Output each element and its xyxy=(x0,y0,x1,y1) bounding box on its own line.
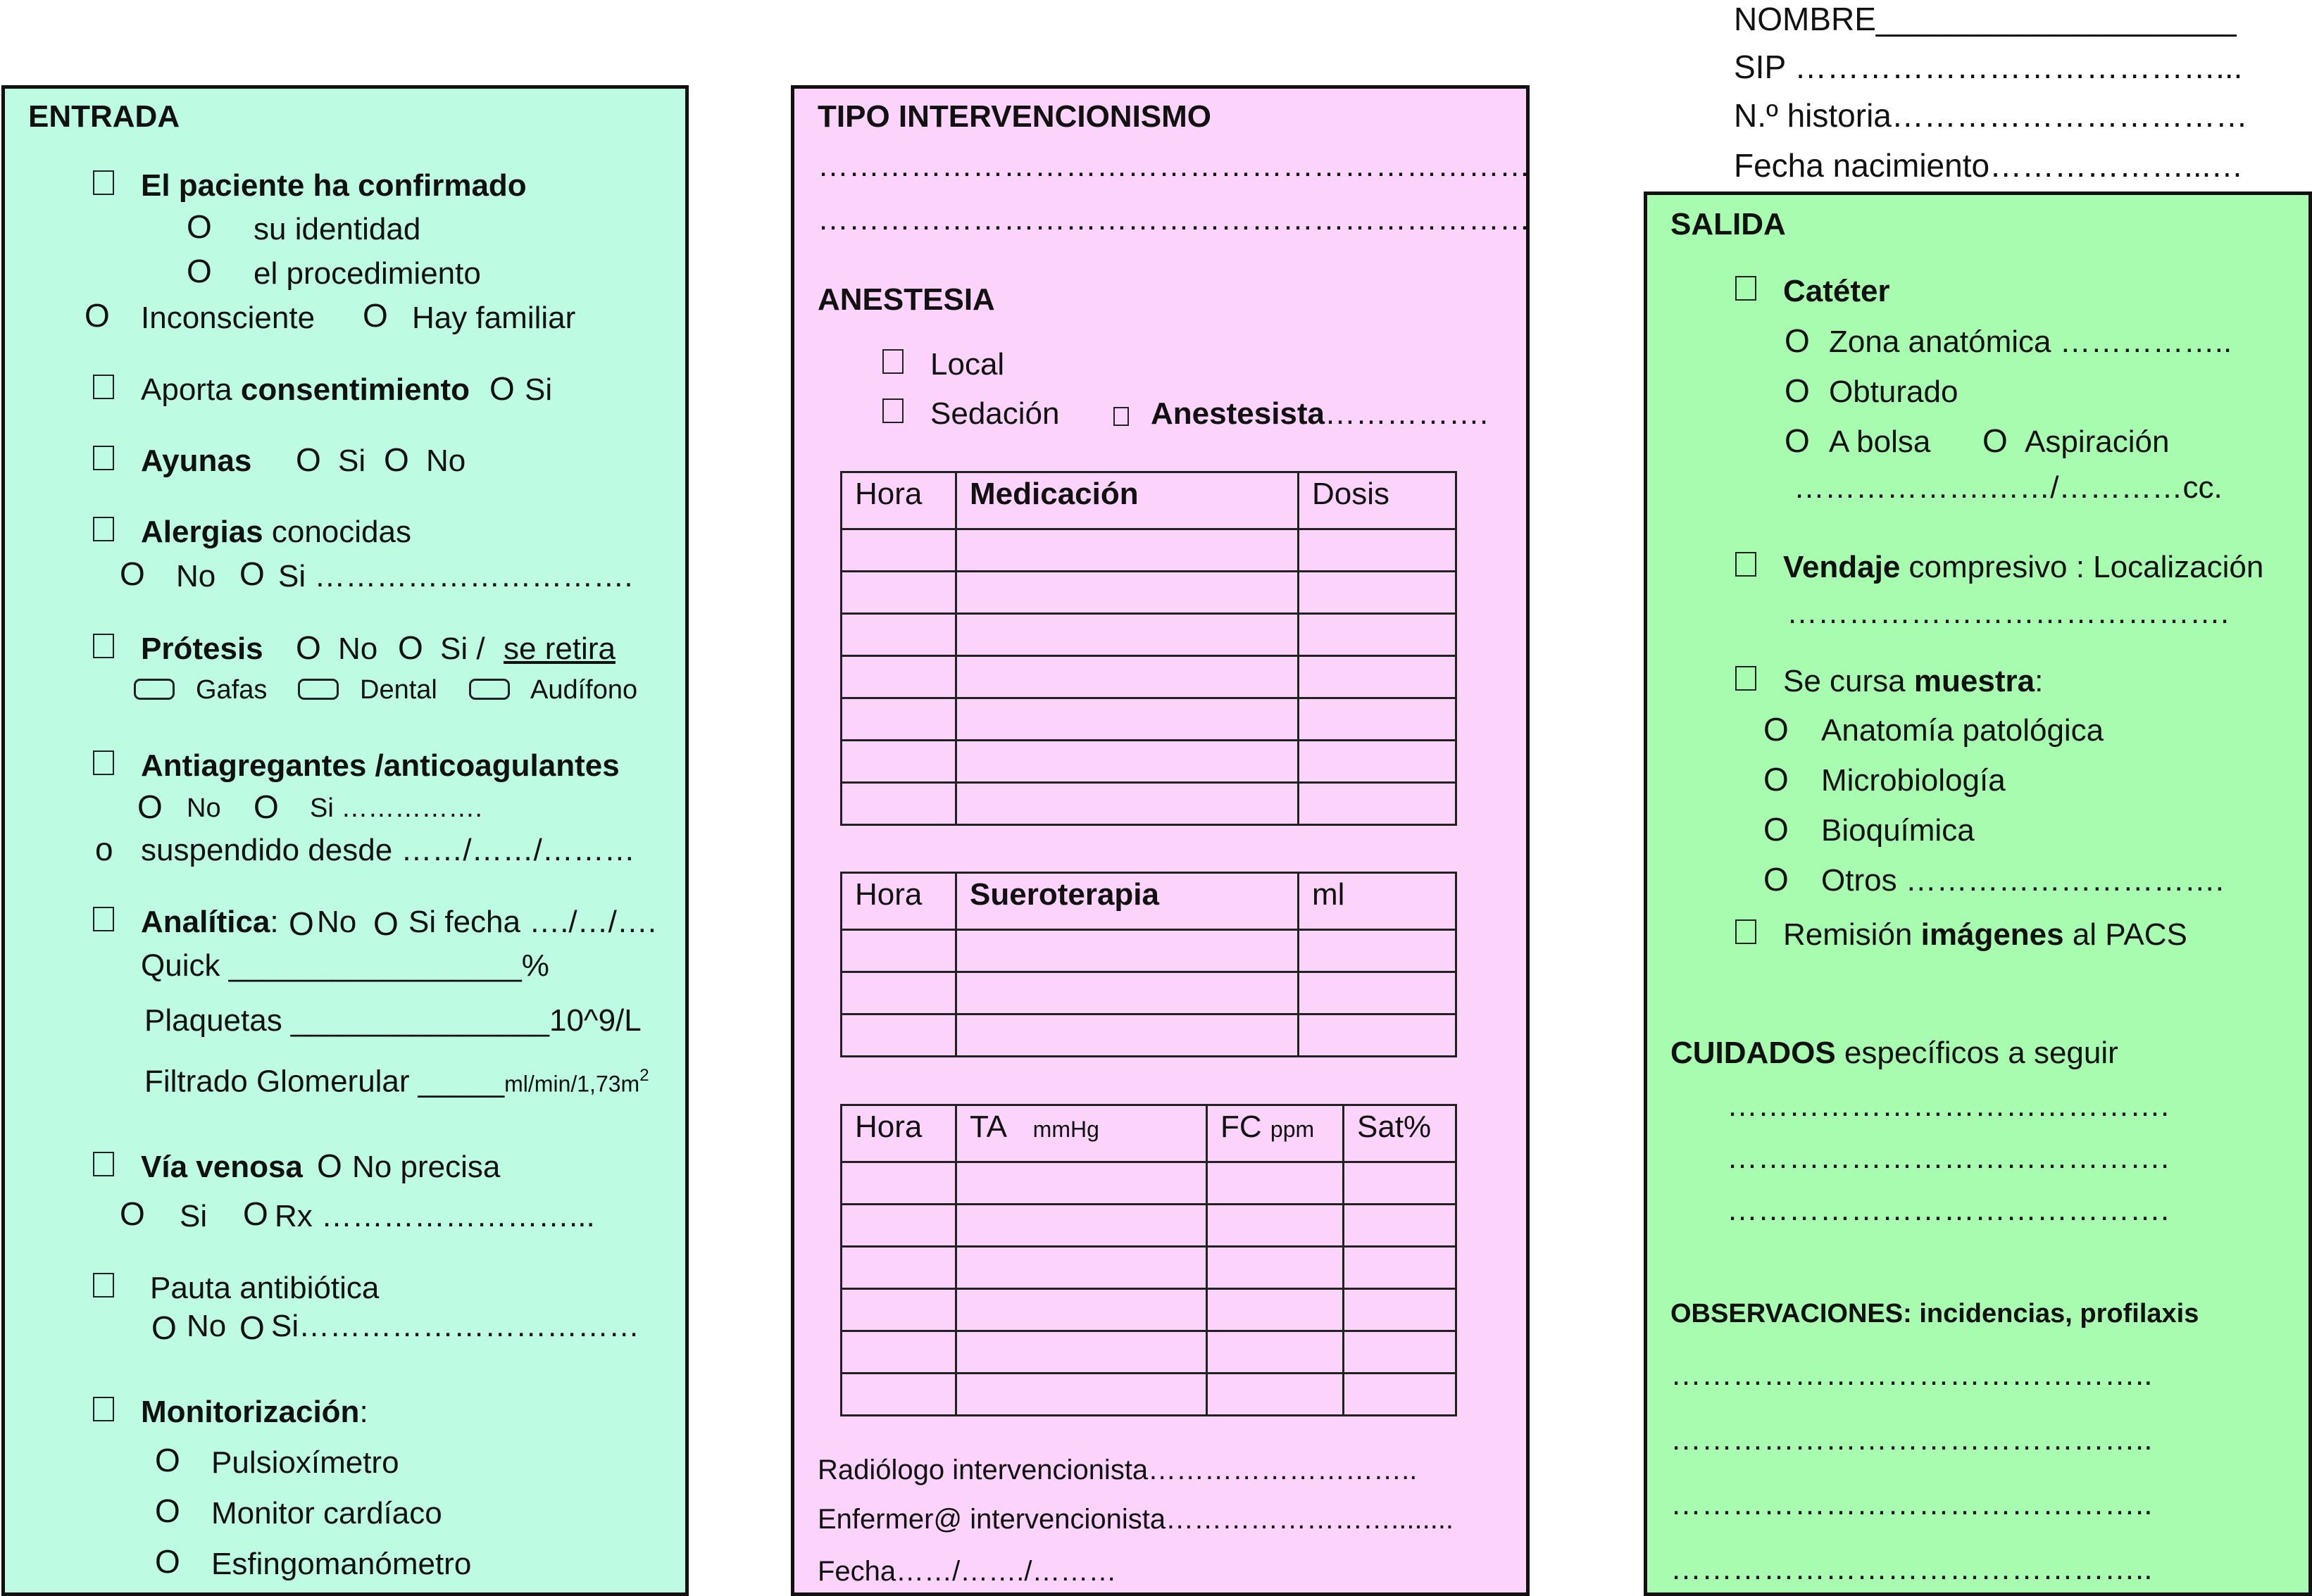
nombre-field[interactable]: NOMBRE____________________ xyxy=(1734,1,2237,37)
vitals-col-fc xyxy=(1207,1105,1344,1162)
via-checkbox[interactable] xyxy=(93,1152,114,1176)
analitica-label xyxy=(141,904,279,941)
pulsioximetro-label: Pulsioxímetro xyxy=(211,1445,399,1480)
med-col-medicacion: Medicación xyxy=(956,472,1299,529)
otros-label: Otros …………………………. xyxy=(1821,863,2225,898)
confirm-checkbox[interactable] xyxy=(93,170,114,195)
vendaje-label xyxy=(1783,549,2263,586)
via-no-radio[interactable]: O xyxy=(317,1148,342,1184)
cateter-checkbox[interactable] xyxy=(1735,276,1756,301)
analitica-bold: Analítica xyxy=(141,905,270,939)
cursa-text: Se cursa xyxy=(1783,664,1914,698)
historia-field[interactable]: N.º historia…………………………… xyxy=(1734,97,2248,134)
ta-unit: mmHg xyxy=(1032,1117,1099,1142)
familiar-label: Hay familiar xyxy=(412,301,576,335)
ayunas-checkbox[interactable] xyxy=(93,446,114,470)
micro-radio[interactable]: O xyxy=(1763,761,1789,798)
table-row[interactable] xyxy=(842,1162,1456,1205)
obturado-radio[interactable]: O xyxy=(1785,372,1810,409)
anti-no-label: No xyxy=(187,793,221,823)
sueroterapia-table xyxy=(840,872,1457,1057)
tipo-title: TIPO INTERVENCIONISMO xyxy=(818,99,1212,134)
table-row[interactable] xyxy=(842,698,1456,741)
protesis-no-label: No xyxy=(338,632,378,666)
consentimiento-checkbox[interactable] xyxy=(93,375,114,399)
via-rx-label: Rx ……………………... xyxy=(275,1199,595,1233)
vitals-col-sat: Sat% xyxy=(1344,1105,1456,1162)
table-row[interactable] xyxy=(842,741,1456,783)
vitals-col-ta xyxy=(956,1105,1207,1162)
dental-label: Dental xyxy=(360,675,437,705)
identidad-radio[interactable]: O xyxy=(187,208,212,245)
table-row[interactable] xyxy=(842,1247,1456,1289)
fc-unit: ppm xyxy=(1270,1117,1315,1142)
muestra-checkbox[interactable] xyxy=(1735,666,1756,691)
pacs-text: al PACS xyxy=(2063,917,2187,952)
sedacion-label: Sedación xyxy=(930,396,1060,431)
analitica-no-label: No xyxy=(317,905,357,939)
monitorizacion-bold: Monitorización xyxy=(141,1395,360,1429)
vitals-col-hora: Hora xyxy=(842,1105,956,1162)
micro-label: Microbiología xyxy=(1821,763,2006,798)
analitica-si-radio[interactable]: O xyxy=(373,905,399,942)
observaciones-label: OBSERVACIONES: incidencias, profilaxis xyxy=(1670,1299,2199,1328)
ayunas-si-label: Si xyxy=(338,444,366,478)
monitorizacion-label xyxy=(141,1394,368,1431)
observaciones-dots-2[interactable]: ……………………………………….. xyxy=(1670,1422,2153,1457)
nacimiento-field[interactable]: Fecha nacimiento………………...… xyxy=(1734,147,2244,184)
pauta-si-label: Si…………………………… xyxy=(271,1309,640,1343)
protesis-si-label: Si / xyxy=(440,632,485,666)
compresivo-text: compresivo : Localización xyxy=(1900,550,2264,584)
vitals-header-row xyxy=(842,1105,1456,1162)
anti-si-radio[interactable]: O xyxy=(254,788,279,825)
tipo-panel xyxy=(791,85,1530,1596)
consent-si-label: Si xyxy=(525,372,553,407)
alergias-no-radio[interactable]: O xyxy=(120,555,145,592)
esfingo-label: Esfingomanómetro xyxy=(211,1547,472,1581)
protesis-si-radio[interactable]: O xyxy=(398,629,423,666)
consentimiento-bold: consentimiento xyxy=(240,372,470,407)
table-row[interactable] xyxy=(842,656,1456,698)
table-row[interactable] xyxy=(842,1014,1456,1057)
cateter-label: Catéter xyxy=(1783,274,1890,308)
vendaje-dots[interactable]: ……………………………………. xyxy=(1787,596,2230,630)
medicacion-header-row xyxy=(842,472,1456,529)
muestra-bold: muestra xyxy=(1913,664,2035,698)
observaciones-dots-1[interactable]: ……………………………………….. xyxy=(1670,1357,2153,1392)
alergias-si-radio[interactable]: O xyxy=(239,555,265,592)
confirm-label: El paciente ha confirmado xyxy=(141,168,527,203)
suspendido-label: suspendido desde ……/……/……… xyxy=(141,833,635,867)
identidad-label: su identidad xyxy=(254,212,421,246)
table-row[interactable] xyxy=(842,572,1456,614)
aspiracion-label: Aspiración xyxy=(2025,425,2170,459)
aporta-text: Aporta xyxy=(141,372,241,407)
pauta-no-radio[interactable]: O xyxy=(151,1309,177,1346)
inconsciente-label: Inconsciente xyxy=(141,301,315,335)
pulsioximetro-radio[interactable]: O xyxy=(155,1442,180,1478)
pauta-si-radio[interactable]: O xyxy=(239,1309,265,1346)
observaciones-dots-3[interactable]: ……………………………………….. xyxy=(1670,1487,2153,1521)
protesis-no-radio[interactable]: O xyxy=(296,629,321,666)
cuidados-label xyxy=(1670,1035,2118,1072)
remision-text: Remisión xyxy=(1783,917,1921,952)
audifono-label: Audífono xyxy=(530,675,638,705)
cuidados-dots-2[interactable]: ……………………………………. xyxy=(1727,1141,2170,1175)
imagenes-bold: imágenes xyxy=(1920,917,2064,952)
alergias-bold: Alergias xyxy=(141,515,263,549)
ayunas-no-radio[interactable]: O xyxy=(384,441,409,478)
ayunas-label: Ayunas xyxy=(141,444,252,478)
remision-checkbox[interactable] xyxy=(1735,919,1756,944)
consent-si-radio[interactable]: O xyxy=(489,370,515,407)
suspendido-radio[interactable]: o xyxy=(95,831,113,867)
protesis-checkbox[interactable] xyxy=(93,634,114,658)
ayunas-si-radio[interactable]: O xyxy=(296,441,321,478)
table-row[interactable] xyxy=(842,1205,1456,1247)
gafas-label: Gafas xyxy=(196,675,268,705)
fecha-field[interactable]: Fecha……/……./……… xyxy=(818,1556,1117,1587)
dental-checkbox[interactable] xyxy=(298,679,339,700)
ayunas-no-label: No xyxy=(426,444,466,478)
cuidados-dots-1[interactable]: ……………………………………. xyxy=(1727,1088,2170,1123)
fc-label: FC xyxy=(1220,1110,1262,1144)
table-row[interactable] xyxy=(842,930,1456,972)
cuidados-bold: CUIDADOS xyxy=(1670,1036,1836,1070)
aspiracion-radio[interactable]: O xyxy=(1982,422,2008,459)
table-row[interactable] xyxy=(842,972,1456,1014)
filtrado-unit: ml/min/1,73m xyxy=(504,1071,640,1097)
analitica-no-radio[interactable]: O xyxy=(289,905,314,942)
radiologo-field[interactable]: Radiólogo intervencionista……………………….. xyxy=(818,1454,1418,1485)
alergias-label xyxy=(141,514,411,551)
suero-header-row xyxy=(842,873,1456,930)
monit-colon: : xyxy=(359,1395,368,1429)
zona-label: Zona anatómica …………….. xyxy=(1829,325,2232,359)
se-retira-label: se retira xyxy=(504,632,616,666)
inconsciente-radio[interactable]: O xyxy=(85,297,110,334)
local-checkbox[interactable] xyxy=(882,349,904,374)
ta-label: TA xyxy=(970,1110,1007,1144)
remision-label xyxy=(1783,917,2187,953)
cc-field[interactable]: ……………….……/…………cc. xyxy=(1794,470,2223,505)
via-no-label: No precisa xyxy=(352,1150,501,1184)
especificos-text: específicos a seguir xyxy=(1835,1036,2118,1070)
tipo-dots-1[interactable]: …………………………………………………………… xyxy=(818,149,1530,183)
table-row[interactable] xyxy=(842,1374,1456,1416)
sip-field[interactable]: SIP …………………………………... xyxy=(1734,49,2243,85)
anestesia-title: ANESTESIA xyxy=(818,282,995,317)
table-row[interactable] xyxy=(842,1331,1456,1374)
familiar-radio[interactable]: O xyxy=(363,297,388,334)
conocidas-text: conocidas xyxy=(263,515,411,549)
monitor-label: Monitor cardíaco xyxy=(211,1496,442,1531)
vitals-table xyxy=(840,1104,1457,1416)
suero-col-sueroterapia: Sueroterapia xyxy=(956,873,1299,930)
procedimiento-label: el procedimiento xyxy=(254,256,481,291)
zona-radio[interactable]: O xyxy=(1785,322,1810,359)
esfingo-radio[interactable]: O xyxy=(155,1543,180,1580)
anti-si-label: Si ……………. xyxy=(310,793,482,823)
anestesista-dots: ……………. xyxy=(1325,396,1489,431)
consentimiento-label xyxy=(141,372,470,408)
alergias-checkbox[interactable] xyxy=(93,517,114,541)
anatomia-label: Anatomía patológica xyxy=(1821,713,2104,748)
analitica-si-label: Si fecha …./…/…. xyxy=(408,905,657,939)
vendaje-checkbox[interactable] xyxy=(1735,552,1756,577)
cuidados-dots-3[interactable]: ……………………………………. xyxy=(1727,1193,2170,1227)
antiagregantes-label: Antiagregantes /anticoagulantes xyxy=(141,748,620,783)
alergias-si-label: Si …………………………. xyxy=(278,559,633,593)
pauta-label: Pauta antibiótica xyxy=(150,1271,380,1305)
suero-col-ml: ml xyxy=(1299,873,1456,930)
alergias-no-label: No xyxy=(176,559,216,593)
med-col-dosis: Dosis xyxy=(1299,472,1456,529)
anatomia-radio[interactable]: O xyxy=(1763,711,1789,748)
table-row[interactable] xyxy=(842,529,1456,572)
anestesista-label xyxy=(1151,396,1488,432)
analitica-checkbox[interactable] xyxy=(93,907,114,931)
anti-no-radio[interactable]: O xyxy=(137,788,163,825)
muestra-label xyxy=(1783,663,2043,700)
bioquimica-radio[interactable]: O xyxy=(1763,811,1789,848)
entrada-title: ENTRADA xyxy=(28,99,180,134)
plaquetas-field[interactable]: Plaquetas _______________10^9/L xyxy=(144,1003,642,1038)
table-row[interactable] xyxy=(842,614,1456,656)
filtrado-sup: 2 xyxy=(639,1066,649,1085)
via-label: Vía venosa xyxy=(141,1150,303,1184)
tipo-dots-2[interactable]: …………………………………………………………… xyxy=(818,202,1530,237)
suero-col-hora: Hora xyxy=(842,873,956,930)
bolsa-radio[interactable]: O xyxy=(1785,422,1810,459)
filtrado-text: Filtrado Glomerular _____ xyxy=(144,1064,505,1099)
pauta-no-label: No xyxy=(187,1309,227,1343)
monitor-radio[interactable]: O xyxy=(155,1493,180,1529)
vendaje-bold: Vendaje xyxy=(1783,550,1901,584)
sedacion-checkbox[interactable] xyxy=(882,398,904,423)
bioquimica-label: Bioquímica xyxy=(1821,813,1975,848)
salida-panel xyxy=(1644,191,2312,1596)
gafas-checkbox[interactable] xyxy=(134,679,175,700)
observaciones-dots-4[interactable]: ……………………………………….. xyxy=(1670,1552,2153,1586)
via-si-label: Si xyxy=(180,1199,208,1233)
via-rx-radio[interactable]: O xyxy=(243,1195,268,1232)
audifono-checkbox[interactable] xyxy=(469,679,510,700)
via-si-radio[interactable]: O xyxy=(120,1195,145,1232)
anestesista-checkbox[interactable] xyxy=(1113,407,1129,426)
quick-field[interactable]: Quick _________________% xyxy=(141,948,549,983)
muestra-colon: : xyxy=(2035,664,2044,698)
monitorizacion-checkbox[interactable] xyxy=(93,1397,114,1421)
anestesista-bold: Anestesista xyxy=(1151,396,1325,431)
enfermero-field[interactable]: Enfermer@ intervencionista……………………........ xyxy=(818,1504,1454,1535)
med-col-hora: Hora xyxy=(842,472,956,529)
table-row[interactable] xyxy=(842,1289,1456,1331)
otros-radio[interactable]: O xyxy=(1763,861,1789,898)
filtrado-field[interactable] xyxy=(144,1057,649,1102)
protesis-label: Prótesis xyxy=(141,632,263,666)
medicacion-table xyxy=(840,471,1457,826)
local-label: Local xyxy=(930,347,1005,382)
obturado-label: Obturado xyxy=(1829,375,1958,409)
table-row[interactable] xyxy=(842,783,1456,825)
bolsa-label: A bolsa xyxy=(1829,425,1931,459)
pauta-checkbox[interactable] xyxy=(93,1273,114,1297)
salida-title: SALIDA xyxy=(1670,207,1786,241)
entrada-panel xyxy=(1,85,689,1596)
analitica-colon: : xyxy=(270,905,279,939)
antiagregantes-checkbox[interactable] xyxy=(93,750,114,775)
procedimiento-radio[interactable]: O xyxy=(187,253,212,289)
